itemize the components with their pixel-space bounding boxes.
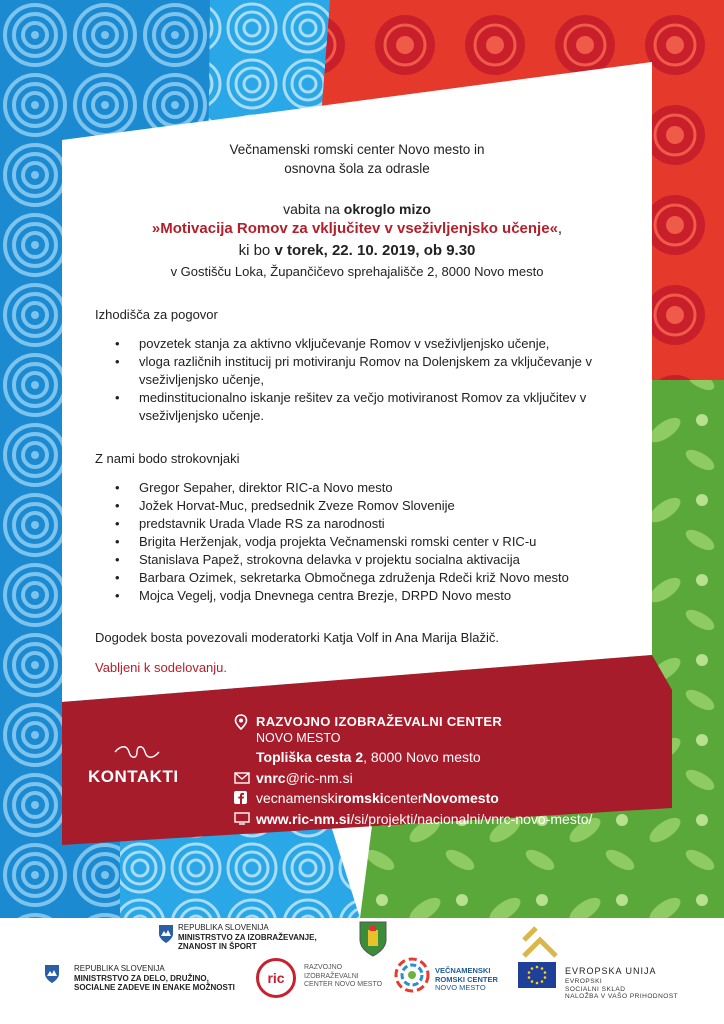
ministry-labour-line-3: SOCIALNE ZADEVE IN ENAKE MOŽNOSTI: [74, 983, 235, 992]
contact-details: [234, 713, 592, 828]
event-title-suffix: ,: [557, 220, 563, 237]
event-date-value: v torek, 22. 10. 2019, ob 9.30: [274, 242, 476, 259]
town-coat-of-arms-icon: [358, 920, 388, 963]
starting-points-heading: Izhodišča za pogovor: [95, 307, 218, 322]
invite-prefix: vabita na: [283, 201, 344, 217]
ric-text-line-1: RAZVOJNO: [304, 964, 343, 971]
list-item: • Jožek Horvat-Muc, predsednik Zveze Romov Slovenije: [115, 497, 635, 515]
moderators-text: Dogodek bosta povezovali moderatorki Katja Volf in Ana Marija Blažič.: [95, 630, 499, 645]
facebook-icon: [234, 791, 247, 808]
invitation-block: [62, 200, 652, 281]
event-date: [62, 240, 652, 262]
list-item: • Stanislava Papež, strokovna delavka v projektu socialna aktivacija: [115, 551, 635, 569]
eu-title: EVROPSKA UNIJA: [565, 966, 657, 976]
ministry-education-line-1: REPUBLIKA SLOVENIJA: [178, 923, 269, 932]
contacts-label: KONTAKTI: [88, 767, 179, 786]
fb-part-b: romski: [337, 790, 384, 806]
ministry-education: [178, 923, 317, 952]
list-item: • medinstitucionalno iskanje rešitev za večjo motiviranost Romov za vključitev v vseživljenjsko učenje.: [115, 389, 635, 425]
ornament-icon: [113, 745, 161, 764]
contact-facebook[interactable]: [234, 790, 592, 807]
org-street: [256, 749, 592, 766]
invite-line: [62, 200, 652, 218]
fb-part-c: center: [383, 790, 423, 806]
ric-logo: [256, 958, 296, 998]
invite-prefix-bold: okroglo mizo: [343, 201, 431, 217]
list-item: • Brigita Herženjak, vodja projekta Večnamenski romski center v RIC-u: [115, 533, 635, 551]
eu-sub-line-2: SOCIALNI SKLAD: [565, 985, 626, 993]
experts-heading: Z nami bodo strokovnjaki: [95, 451, 240, 466]
eu-sub-line-1: EVROPSKI: [565, 978, 603, 985]
ministry-education-line-2: MINISTRSTVO ZA IZOBRAŽEVANJE,: [178, 932, 317, 942]
list-item: • Barbara Ozimek, sekretarka Območnega združenja Rdeči križ Novo mesto: [115, 569, 635, 587]
organizer-line-1: Večnamenski romski center Novo mesto in: [229, 142, 485, 157]
event-title: [62, 218, 652, 240]
coat-of-arms-icon: [158, 924, 174, 949]
event-location: v Gostišču Loka, Župančičevo sprehajališče 2, 8000 Novo mesto: [170, 264, 544, 279]
fb-part-d: Novomesto: [422, 790, 499, 806]
organizer-line-2: osnovna šola za odrasle: [284, 161, 430, 176]
organizers: [62, 140, 652, 178]
ministry-labour: [74, 964, 235, 993]
ministry-labour-line-1: REPUBLIKA SLOVENIJA: [74, 964, 165, 973]
experts-section: [95, 450, 635, 605]
contact-address: [234, 713, 592, 766]
footer-logos: [0, 918, 724, 1024]
vrc-text-line-2: ROMSKI CENTER: [435, 974, 498, 984]
ministry-labour-line-2: MINISTRSTVO ZA DELO, DRUŽINO,: [74, 973, 209, 983]
vrc-logo-icon: [393, 956, 431, 999]
list-item: • Mojca Vegelj, vodja Dnevnega centra Brezje, DRPD Novo mesto: [115, 587, 635, 605]
location-icon: [234, 714, 248, 734]
list-item: • povzetek stanja za aktivno vključevanje Romov v vseživljenjsko učenje,: [115, 335, 635, 353]
mail-icon: [234, 771, 250, 788]
eu-sub: [565, 978, 678, 1001]
event-title-text: »Motivacija Romov za vključitev v vseživljenjsko učenje«: [151, 220, 558, 237]
email-user: vnrc: [256, 770, 286, 786]
coat-of-arms-icon: [44, 964, 60, 989]
ric-text-line-3: CENTER NOVO MESTO: [304, 981, 383, 988]
org-city: , 8000 Novo mesto: [363, 749, 481, 765]
ric-logo-text: ric: [267, 970, 285, 986]
starting-points-list: [95, 335, 635, 425]
starting-points-section: [95, 306, 635, 425]
list-item: • predstavnik Urada Vlade RS za narodnosti: [115, 515, 635, 533]
eu-flag-icon: [518, 962, 556, 988]
experts-list: [95, 479, 635, 605]
contact-website[interactable]: [234, 811, 592, 828]
eu-ornament-icon: [520, 926, 560, 967]
list-item: • vloga različnih institucij pri motiviranju Romov na Dolenjskem za vključevanje v vseživljenjsko učenje,: [115, 353, 635, 389]
vrc-text-line-3: NOVO MESTO: [435, 983, 486, 992]
web-icon: [234, 812, 250, 829]
contact-email[interactable]: [234, 770, 592, 787]
event-date-prefix: ki bo: [238, 242, 275, 259]
list-item: • Gregor Sepaher, direktor RIC-a Novo mesto: [115, 479, 635, 497]
vrc-text-line-1: VEČNAMENSKI: [435, 966, 491, 975]
fb-part-a: vecnamenski: [256, 790, 338, 806]
ric-text: [304, 964, 382, 990]
org-name-line-2: NOVO MESTO: [256, 731, 341, 745]
org-name-line-1: RAZVOJNO IZOBRAŽEVALNI CENTER: [256, 714, 503, 729]
web-domain: www.ric-nm.si: [256, 811, 351, 827]
org-street-bold: Topliška cesta 2: [256, 749, 364, 765]
vrc-text: [435, 967, 498, 993]
ric-text-line-2: IZOBRAŽEVALNI: [304, 972, 359, 980]
welcome-text: Vabljeni k sodelovanju.: [95, 660, 228, 675]
eu-sub-line-3: NALOŽBA V VAŠO PRIHODNOST: [565, 993, 679, 1000]
web-path: /si/projekti/nacionalni/vnrc-novo-mesto/: [350, 811, 593, 827]
email-domain: @ric-nm.si: [285, 770, 353, 786]
ministry-education-line-3: ZNANOST IN ŠPORT: [178, 942, 257, 951]
